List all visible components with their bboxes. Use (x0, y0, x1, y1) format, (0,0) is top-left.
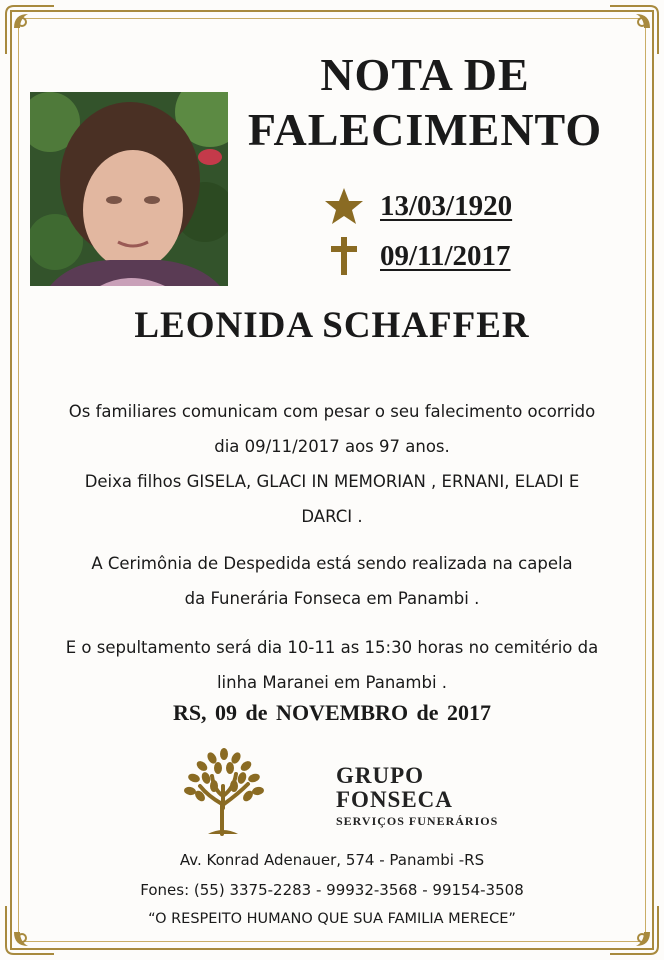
deceased-name: LEONIDA SCHAFFER (134, 305, 530, 346)
star-icon (322, 186, 366, 226)
corner-ornament-icon (0, 900, 60, 960)
body-line: E o sepultamento será dia 10-11 as 15:30 horas no cemitério da (65, 638, 599, 657)
logo-line-1: GRUPO (336, 763, 425, 788)
title-line-1: NOTA DE (320, 49, 530, 100)
body-line: A Cerimônia de Despedida está sendo realizada na capela (91, 554, 573, 573)
title-line-2: FALECIMENTO (247, 104, 603, 155)
tree-icon (178, 746, 270, 838)
death-date: 09/11/2017 (380, 239, 511, 272)
body-line: Deixa filhos GISELA, GLACI IN MEMORIAN , ERNANI, ELADI E (84, 472, 580, 491)
death-date-row (322, 236, 511, 276)
place-and-date: RS, 09 de NOVEMBRO de 2017 (172, 700, 492, 725)
body-line: da Funerária Fonseca em Panambi . (184, 589, 480, 608)
cross-icon (322, 236, 366, 276)
logo-line-2: FONSECA (336, 787, 453, 812)
company-logo-text (336, 764, 498, 829)
body-line: dia 09/11/2017 aos 97 anos. (214, 437, 450, 456)
burial-paragraph (32, 630, 632, 700)
body-line: Os familiares comunicam com pesar o seu falecimento ocorrido (68, 402, 596, 421)
footer-phones: Fones: (55) 3375-2283 - 99932-3568 - 99154-3508 (140, 881, 524, 899)
body-line: DARCI . (301, 507, 363, 526)
ceremony-paragraph (32, 546, 632, 616)
corner-ornament-icon (0, 0, 60, 60)
footer-motto: “O RESPEITO HUMANO QUE SUA FAMILIA MERECE” (148, 911, 516, 927)
announcement-paragraph (32, 394, 632, 534)
birth-date: 13/03/1920 (380, 189, 513, 222)
birth-date-row (322, 186, 512, 226)
corner-ornament-icon (604, 900, 664, 960)
portrait-photo (30, 92, 228, 286)
body-line: linha Maranei em Panambi . (216, 673, 448, 692)
logo-tagline: SERVIÇOS FUNERÁRIOS (336, 814, 499, 828)
footer-address: Av. Konrad Adenauer, 574 - Panambi -RS (179, 851, 485, 869)
